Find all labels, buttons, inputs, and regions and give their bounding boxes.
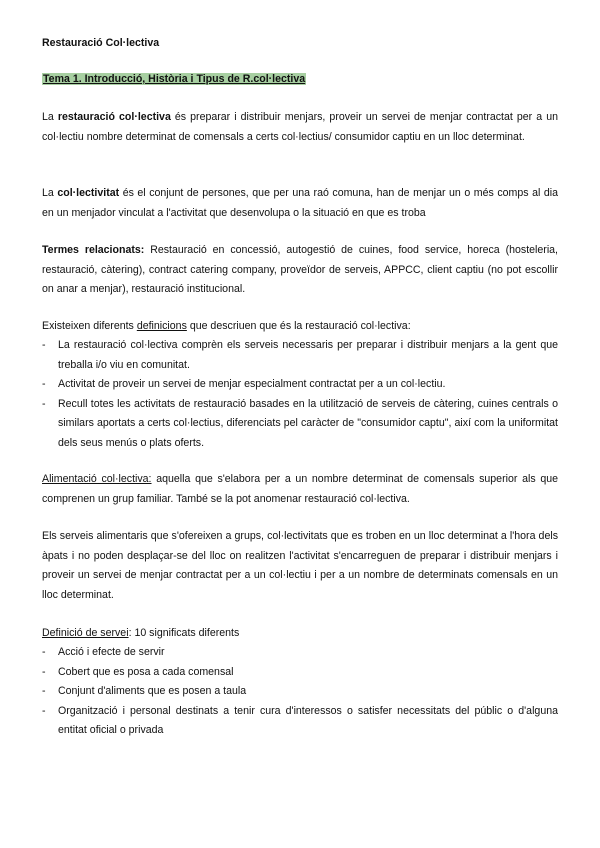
- p3-post: Restauració en concessió, autogestió de cuines, food service, horeca (hosteleria, restauració, càtering), contract catering company, proveïdor de serveis, APPCC, client captiu (no pot escollir on anar a menjar), restauració institucional.: [42, 244, 559, 295]
- p1-pre: La: [42, 111, 58, 123]
- section-heading: [42, 72, 306, 86]
- term-termes: Termes relacionats:: [42, 244, 145, 256]
- term-servei: Definició de servei: [42, 627, 129, 639]
- list-item: - Organització i personal destinats a tenir cura d'interessos o satisfer necessitats del públic o d'alguna entitat oficial o privada: [42, 702, 558, 741]
- term-restauracio: restauració col·lectiva: [57, 111, 171, 123]
- term-definicions: definicions: [136, 320, 187, 332]
- p1-post: és preparar i distribuir menjars, proveir un servei de menjar contractat per a un col·lectiu nombre determinat de comensals a certs col·lectius/ consumidor captiu en un lloc determinat.: [42, 111, 558, 143]
- p4-pre: Existeixen diferents: [42, 320, 137, 332]
- paragraph-definicions-intro: [42, 317, 558, 337]
- paragraph-termes: [42, 241, 558, 300]
- section-heading-text: Tema 1. Introducció, Història i Tipus de R.col·lectiva: [43, 73, 306, 85]
- list-item: - Conjunt d'aliments que es posen a taula: [42, 682, 558, 702]
- paragraph-restauracio: [42, 108, 558, 147]
- list-item: - Cobert que es posa a cada comensal: [42, 663, 558, 683]
- p4-post: que descriuen que és la restauració col·lectiva:: [186, 320, 411, 332]
- paragraph-alimentacio: [42, 470, 558, 509]
- paragraph-collectivitat: [42, 184, 558, 223]
- list-item: - Acció i efecte de servir: [42, 643, 558, 663]
- definitions-list: [42, 336, 558, 453]
- paragraph-serveis: Els serveis alimentaris que s'ofereixen a grups, col·lectivitats que es troben en un lloc determinat a l'hora dels àpats i no poden desplaçar-se del lloc on realitzen l'activitat s'encarreguen de preparar i distribuir menjars i proveir un servei de menjar contractat per a un col·lectiu i per a un nombre de determinats comensals en un lloc determinat.: [42, 530, 558, 601]
- term-alimentacio: Alimentació col·lectiva:: [42, 473, 152, 485]
- p7-post: : 10 significats diferents: [128, 627, 240, 639]
- p5-post: aquella que s'elabora per a un nombre determinat de comensals superior als que comprenen un grup familiar. També se la pot anomenar restauració col·lectiva.: [42, 473, 558, 505]
- document-title: Restauració Col·lectiva: [42, 37, 160, 49]
- paragraph-servei: [42, 624, 558, 644]
- term-collectivitat: col·lectivitat: [57, 187, 120, 199]
- list-item: - Recull totes les activitats de restauració basades en la utilització de serveis de càtering, cuines centrals o similars aportats a certs col·lectius, diferenciats pel caràcter de "consumidor captu", així com la uniformitat dels seus menús o plats oferts.: [42, 395, 558, 454]
- servei-meanings-list: [42, 643, 558, 741]
- list-item: - Activitat de proveir un servei de menjar especialment contractat per a un col·lectiu.: [42, 375, 558, 395]
- p2-pre: La: [42, 187, 58, 199]
- list-item: - La restauració col·lectiva comprèn els serveis necessaris per preparar i distribuir menjars a la gent que treballa i/o viu en comunitat.: [42, 336, 558, 375]
- p2-post: és el conjunt de persones, que per una raó comuna, han de menjar un o més comps al dia en un menjador vinculat a l'activitat que desenvolupa o la situació en que es troba: [42, 187, 558, 219]
